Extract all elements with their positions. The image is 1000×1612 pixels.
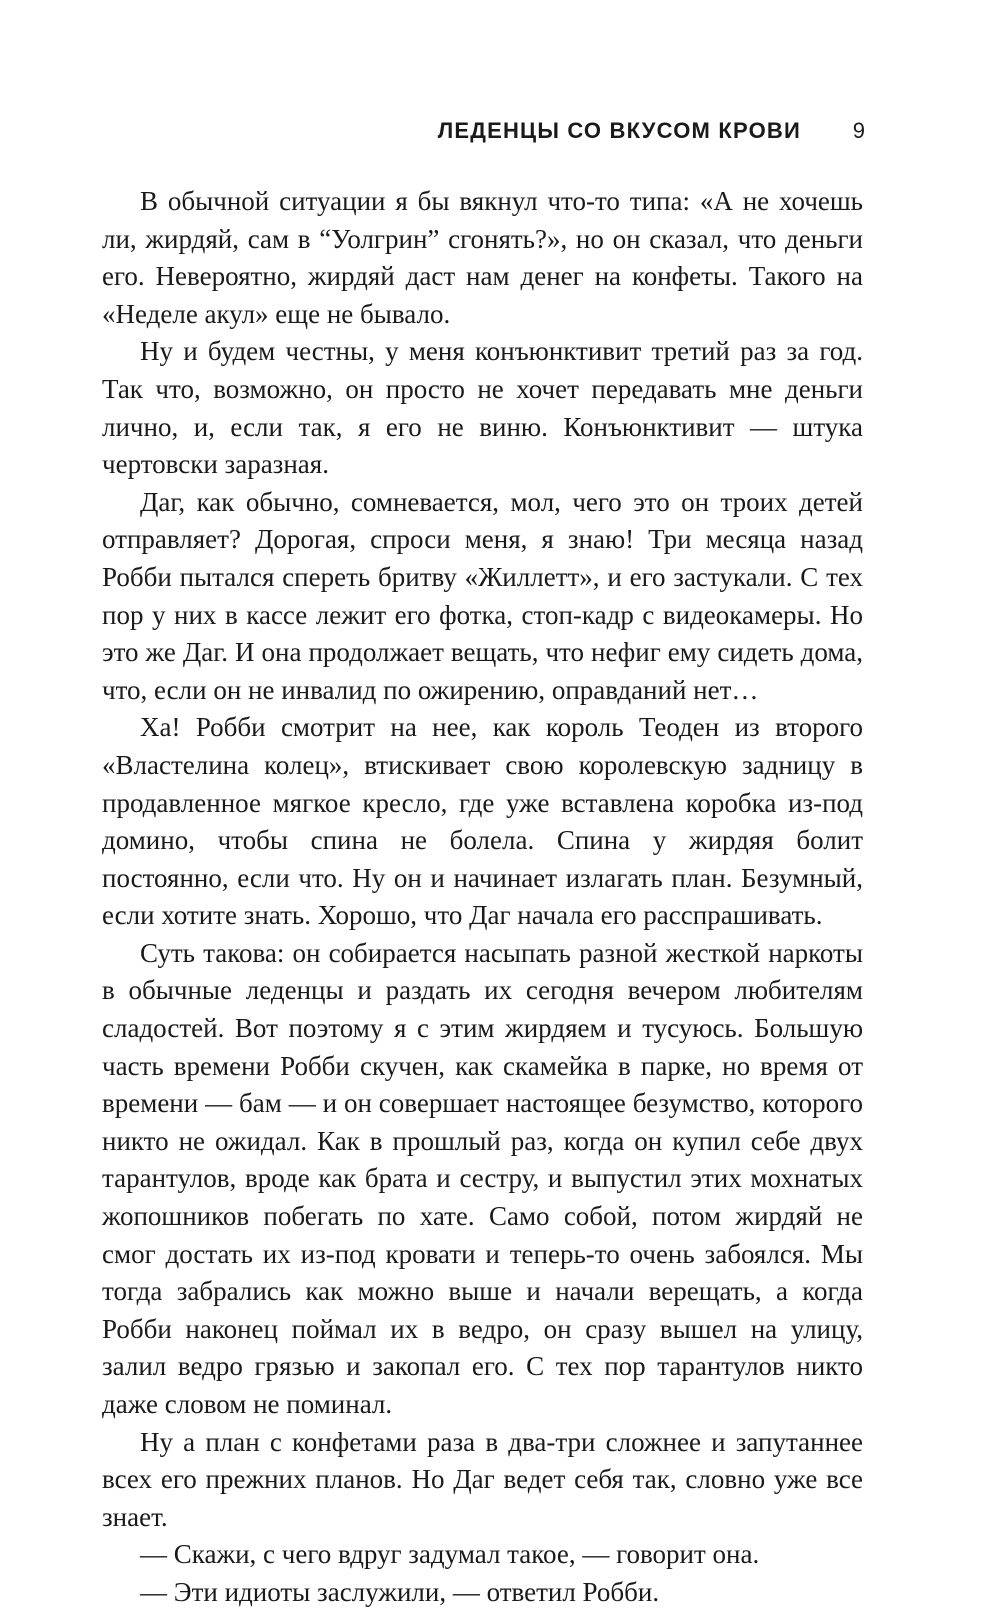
paragraph: Ха! Робби смотрит на нее, как король Теоден из второго «Властелина колец», втискивает свою королевскую задницу в продавленное мягкое кресло, где уже вставлена коробка из-под домино, чтобы спина не болела. Спина у жирдяя болит постоянно, если что. Ну он и начинает излагать план. Безумный, если хотите знать. Хорошо, что Даг начала его расспрашивать. <box>102 712 863 931</box>
body-text <box>102 183 863 1612</box>
dialogue-line: — Эти идиоты заслужили, — ответил Робби. <box>140 1576 660 1607</box>
paragraph: Суть такова: он собирается насыпать разной жесткой наркоты в обычные леденцы и раздать их сегодня вечером любителям сладостей. Вот поэтому я с этим жирдяем и тусуюсь. Большую часть времени Робби скучен, как скамейка в парке, но время от времени — бам — и он совершает настоящее безумство, которого никто не ожидал. Как в прошлый раз, когда он купил себе двух тарантулов, вроде как брата и сестру, и выпустил этих мохнатых жопошников побегать по хате. Само собой, потом жирдяй не смог достать их из-под кровати и теперь-то очень забоялся. Мы тогда забрались как можно выше и начали верещать, а когда Робби наконец поймал их в ведро, он сразу вышел на улицу, залил ведро грязью и закопал его. С тех пор тарантулов никто даже словом не поминал. <box>102 937 863 1419</box>
page-number: 9 <box>852 118 865 143</box>
paragraph: Ну а план с конфетами раза в два-три сложнее и запутаннее всех его прежних планов. Но Даг ведет себя так, словно уже все знает. <box>102 1426 863 1532</box>
paragraph: В обычной ситуации я бы вякнул что-то типа: «А не хочешь ли, жирдяй, сам в “Уолгрин” сгонять?», но он сказал, что деньги его. Невероятно, жирдяй даст нам денег на конфеты. Такого на «Неделе акул» еще не бывало. <box>102 186 863 329</box>
running-title: ЛЕДЕНЦЫ СО ВКУСОМ КРОВИ <box>437 118 801 143</box>
paragraph: Ну и будем честны, у меня конъюнктивит третий раз за год. Так что, возможно, он просто не хочет передавать мне деньги лично, и, если так, я его не виню. Конъюнктивит — штука чертовски заразная. <box>102 336 863 480</box>
running-header <box>100 118 865 158</box>
paragraph: Даг, как обычно, сомневается, мол, чего это он троих детей отправляет? Дорогая, спроси меня, я знаю! Три месяца назад Робби пытался спереть бритву «Жиллетт», и его застукали. С тех пор у них в кассе лежит его фотка, стоп-кадр с видеокамеры. Но это же Даг. И она продолжает вещать, что нефиг ему сидеть дома, что, если он не инвалид по ожирению, оправданий нет… <box>102 486 863 705</box>
dialogue-line: — Скажи, с чего вдруг задумал такое, — говорит она. <box>140 1539 760 1570</box>
